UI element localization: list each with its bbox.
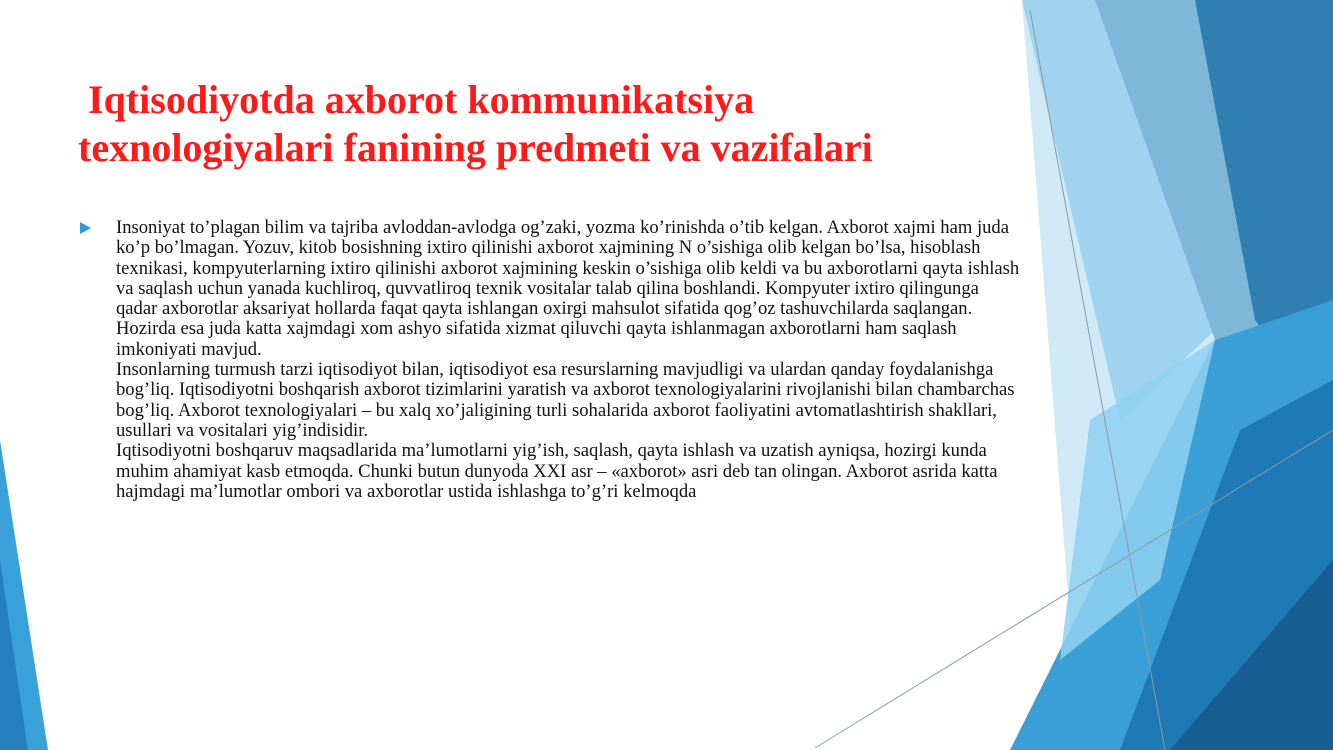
triangle-bullet-icon: [80, 222, 91, 234]
paragraph-3: Iqtisodiyotni boshqaruv maqsadlarida ma’lumotlarni yig’ish, saqlash, qayta ishlash va uzatish ayniqsa, hozirgi kunda muhim ahamiyat kasb etmoqda. Chunki butun dunyoda XXI asr – «axborot» asri deb tan olingan. Axborot asrida katta hajmdagi ma’lumotlar ombori va axborotlar ustida ishlashga to’g’ri kelmoqda: [116, 440, 998, 502]
paragraph-1: Insoniyat to’plagan bilim va tajriba avloddan-avlodga og’zaki, yozma ko’rinishda o’tib kelgan. Axborot xajmi ham juda ko’p bo’lmagan. Yozuv, kitob bosishning ixtiro qilinishi axborot xajmining N o’sishiga olib kelgan bo’lsa, hisoblash texnikasi, kompyuterlarning ixtiro qilinishi axborot xajmining keskin o’sishiga olib keldi va bu axborotlarni qayta ishlash va saqlash uchun yanada kuchliroq, quvvatliroq texnik vositalar talab qilina boshlandi. Kompyuter ixtiro qilingunga qadar axborotlar aksariyat hollarda faqat qayta ishlangan oxirgi mahsulot sifatida qog’oz tashuvchilarda saqlangan. Hozirda esa juda katta xajmdagi xom ashyo sifatida xizmat qiluvchi qayta ishlanmagan axborotlarni ham saqlash imkoniyati mavjud.: [116, 217, 1020, 360]
bullet-content: [80, 218, 1020, 502]
paragraph-2: Insonlarning turmush tarzi iqtisodiyot bilan, iqtisodiyot esa resurslarning mavjudligi va ulardan qanday foydalanishga bog’liq. Iqtisodiyotni boshqarish axborot tizimlarini yaratish va axborot texnologiyalarini rivojlanishi bilan chambarchas bog’liq. Axborot texnologiyalari – bu xalq xo’jaligining turli sohalarida axborot faoliyatini avtomatlashtirish shakllari, usullari va vositalari yig’indisidir.: [116, 359, 1015, 441]
slide-title: Iqtisodiyotda axborot kommunikatsiya texnologiyalari fanining predmeti va vazifalari: [78, 77, 873, 170]
